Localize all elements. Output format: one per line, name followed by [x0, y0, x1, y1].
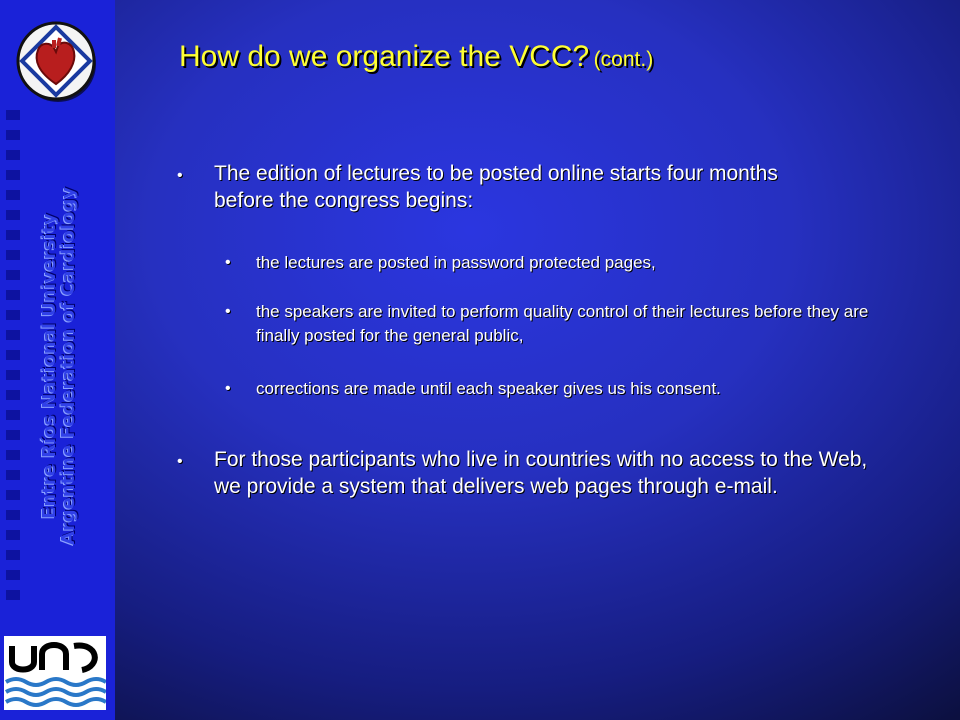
- slide-title: [179, 40, 653, 74]
- decorative-square: [6, 410, 20, 420]
- decorative-square: [6, 290, 20, 300]
- heart-diamond-logo-icon: [8, 12, 108, 112]
- list-item: [177, 446, 897, 500]
- list-item: [225, 251, 905, 275]
- decorative-square: [6, 470, 20, 480]
- title-suffix: (cont.): [593, 48, 654, 71]
- decorative-square: [6, 250, 20, 260]
- sidebar-line-federation: Argentine Federation of Cardiology: [58, 186, 79, 546]
- decorative-square: [6, 130, 20, 140]
- title-text: How do we organize the VCC?: [179, 40, 590, 73]
- decorative-square: [6, 450, 20, 460]
- bullet-icon: •: [177, 167, 183, 184]
- slide-content: [115, 0, 960, 720]
- list-item: [225, 300, 905, 348]
- decorative-square: [6, 390, 20, 400]
- decorative-square: [6, 530, 20, 540]
- decorative-square: [6, 570, 20, 580]
- decorative-square: [6, 590, 20, 600]
- decorative-squares: [6, 110, 26, 610]
- sidebar-line-university: Entre Ríos National University: [39, 213, 60, 519]
- decorative-square: [6, 310, 20, 320]
- decorative-square: [6, 170, 20, 180]
- bullet-icon: •: [177, 453, 183, 470]
- sub-bullet-text: the speakers are invited to perform quality control of their lectures before they are finally posted for the general public,: [256, 302, 869, 345]
- decorative-square: [6, 550, 20, 560]
- list-item: [225, 377, 925, 401]
- bullet-icon: •: [225, 303, 231, 320]
- university-waves-logo-icon: [4, 636, 106, 710]
- bullet-icon: •: [225, 254, 231, 271]
- bullet-text: The edition of lectures to be posted online starts four months before the congress begins:: [214, 162, 778, 212]
- decorative-square: [6, 370, 20, 380]
- decorative-square: [6, 190, 20, 200]
- decorative-square: [6, 110, 20, 120]
- decorative-square: [6, 350, 20, 360]
- university-logo: [4, 636, 106, 710]
- decorative-square: [6, 150, 20, 160]
- sub-bullet-text: the lectures are posted in password protected pages,: [256, 253, 656, 272]
- bullet-icon: •: [225, 380, 231, 397]
- decorative-square: [6, 490, 20, 500]
- sidebar-vertical-text: [40, 156, 78, 576]
- decorative-square: [6, 230, 20, 240]
- decorative-square: [6, 510, 20, 520]
- list-item: [177, 160, 817, 214]
- decorative-square: [6, 330, 20, 340]
- sidebar: [0, 0, 115, 720]
- decorative-square: [6, 210, 20, 220]
- bullet-text: For those participants who live in countries with no access to the Web, we provide a system that delivers web pages through e-mail.: [214, 448, 868, 498]
- decorative-square: [6, 430, 20, 440]
- sub-bullet-text: corrections are made until each speaker gives us his consent.: [256, 379, 721, 398]
- decorative-square: [6, 270, 20, 280]
